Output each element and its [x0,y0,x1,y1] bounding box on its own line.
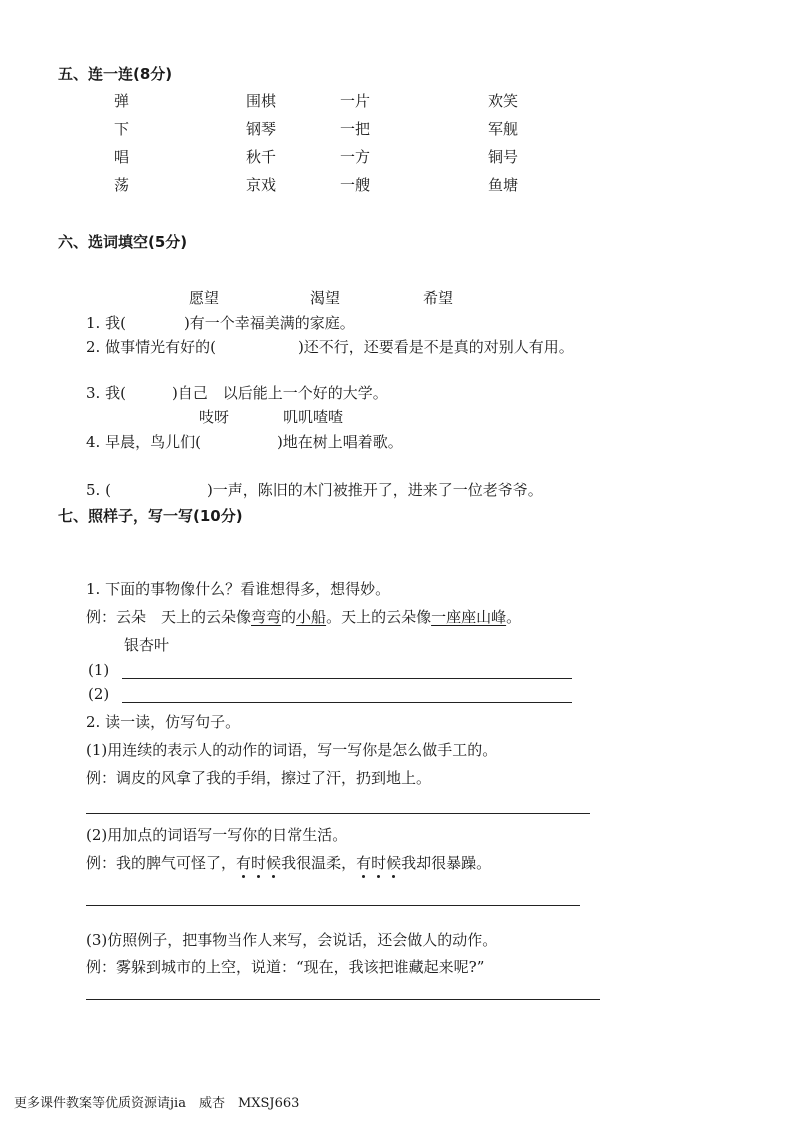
q3-prefix: 3. 我( [86,384,126,402]
dotted-char: 有 [356,854,372,872]
example-text: 我很温柔， [281,854,357,872]
fill-question-3 [86,383,388,403]
sub-question-2: (2)用加点的词语写一写你的日常生活。 [86,826,348,844]
fill-question-4 [86,432,403,452]
word-bank-word: 吱呀 [199,408,230,426]
word-bank-word: 希望 [423,289,454,307]
match-col1-item: 弹 [114,92,130,110]
dotted-char: 候 [266,854,282,872]
match-col2-item: 钢琴 [246,120,277,138]
match-col4-item: 军舰 [488,120,519,138]
sub-example-1: 例：调皮的风拿了我的手绢，擦过了汗，扔到地上。 [86,769,432,787]
answer-line[interactable] [122,678,572,679]
word-bank-word: 愿望 [189,289,220,307]
example-text: 的 [281,608,297,626]
match-col3-item: 一把 [340,120,371,138]
q1-suffix: )有一个幸福美满的家庭。 [183,314,355,332]
q5-suffix: )一声，陈旧的木门被推开了，进来了一位老爷爷。 [206,481,543,499]
word-bank-word: 渴望 [310,289,341,307]
sub-question-3: (3)仿照例子，把事物当作人来写，会说话，还会做人的动作。 [86,931,498,949]
fill-question-2 [86,337,574,357]
section-5-title: 五、连一连(8分) [58,65,173,83]
dotted-char: 有 [236,854,252,872]
example-text: 我却很暴躁。 [401,854,492,872]
fill-question-1 [86,313,355,333]
match-col1-item: 唱 [114,148,130,166]
example-text: 。天上的云朵像 [326,608,432,626]
question-7-1: 1. 下面的事物像什么？看谁想得多，想得妙。 [86,580,391,598]
example-text: 例：云朵 天上的云朵像 [86,608,252,626]
example-text: 例：我的脾气可怪了， [86,854,237,872]
q2-prefix: 2. 做事情光有好的( [86,338,216,356]
question-7-2: 2. 读一读，仿写句子。 [86,713,241,731]
dotted-char: 时 [251,854,267,872]
answer-line[interactable] [86,905,580,906]
example-text: 。 [506,608,522,626]
sub-example-3: 例：雾躲到城市的上空，说道：“现在，我该把谁藏起来呢?” [86,958,485,976]
q4-prefix: 4. 早晨，鸟儿们( [86,433,201,451]
section-6-title: 六、选词填空(5分) [58,233,188,251]
match-col4-item: 鱼塘 [488,176,519,194]
section-7-title: 七、照样子，写一写(10分) [58,507,243,525]
match-col2-item: 秋千 [246,148,277,166]
underlined-word: 弯弯 [251,608,282,626]
match-col2-item: 京戏 [246,176,277,194]
q5-prefix: 5. ( [86,481,111,499]
blank-label: (1) [88,661,110,679]
dotted-char: 候 [386,854,402,872]
match-col1-item: 下 [114,120,130,138]
underlined-word: 小船 [296,608,327,626]
match-col4-item: 铜号 [488,148,519,166]
prompt-item: 银杏叶 [124,636,170,654]
q4-suffix: )地在树上唱着歌。 [276,433,403,451]
match-col1-item: 荡 [114,176,130,194]
answer-line[interactable] [86,813,590,814]
word-bank-word: 叽叽喳喳 [283,408,344,426]
match-col2-item: 围棋 [246,92,277,110]
sub-question-1: (1)用连续的表示人的动作的词语，写一写你是怎么做手工的。 [86,741,498,759]
sub-example-2 [86,853,491,873]
q3-suffix: )自己 以后能上一个好的大学。 [171,384,388,402]
answer-line[interactable] [122,702,572,703]
q1-prefix: 1. 我( [86,314,126,332]
fill-question-5 [86,480,543,500]
match-col4-item: 欢笑 [488,92,519,110]
match-col3-item: 一艘 [340,176,371,194]
answer-line[interactable] [86,999,600,1000]
match-col3-item: 一方 [340,148,371,166]
example-7-1 [86,607,521,627]
dotted-char: 时 [371,854,387,872]
q2-suffix: )还不行，还要看是不是真的对别人有用。 [297,338,574,356]
blank-label: (2) [88,685,110,703]
underlined-word: 一座座山峰 [431,608,507,626]
footer-text: 更多课件教案等优质资源请jia 威杏 MXSJ663 [14,1096,300,1111]
match-col3-item: 一片 [340,92,371,110]
